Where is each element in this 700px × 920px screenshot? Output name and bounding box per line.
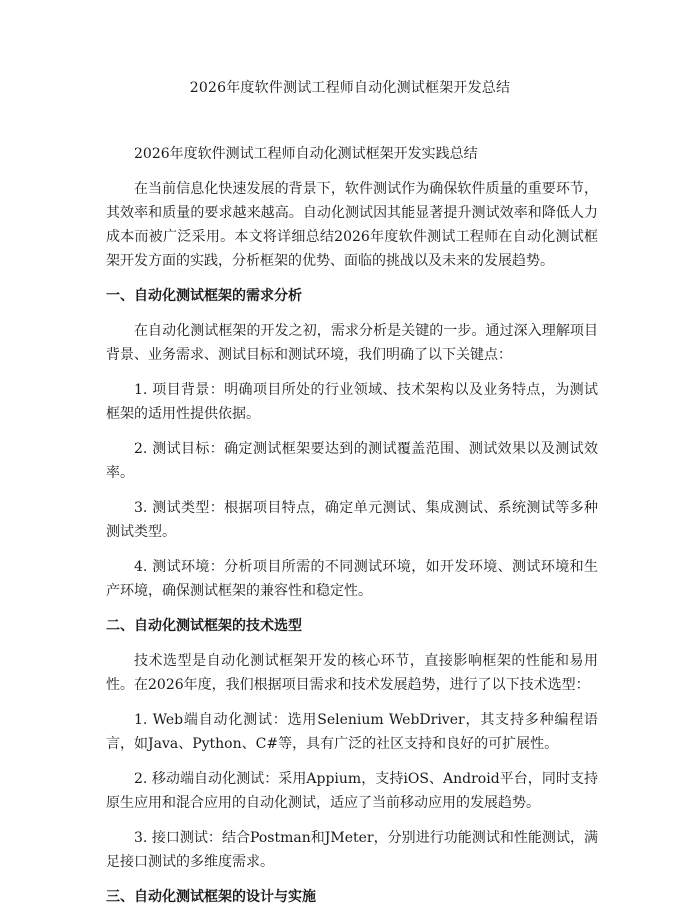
intro-paragraph: 在当前信息化快速发展的背景下，软件测试作为确保软件质量的重要环节，其效率和质量的要求越来越高。自动化测试因其能显著提升测试效率和降低人力成本而被广泛采用。本文将详细总结2026年度软件测试工程师在自动化测试框架开发方面的实践，分析框架的优势、面临的挑战以及未来的发展趋势。	[106, 181, 598, 269]
document-title: 2026年度软件测试工程师自动化测试框架开发总结	[189, 80, 511, 96]
list-item: 2. 测试目标：确定测试框架要达到的测试覆盖范围、测试效果以及测试效率。	[106, 441, 598, 481]
section-paragraph: 技术选型是自动化测试框架开发的核心环节，直接影响框架的性能和易用性。在2026年度，我们根据项目需求和技术发展趋势，进行了以下技术选型：	[106, 653, 598, 693]
section-heading-tech-selection: 二、自动化测试框架的技术选型	[106, 618, 302, 634]
list-item: 1. Web端自动化测试：选用Selenium WebDriver，其支持多种编程语言，如Java、Python、C#等，具有广泛的社区支持和良好的可扩展性。	[106, 712, 598, 752]
section-heading-requirements: 一、自动化测试框架的需求分析	[106, 288, 302, 304]
document-subtitle: 2026年度软件测试工程师自动化测试框架开发实践总结	[134, 146, 478, 162]
list-item: 1. 项目背景：明确项目所处的行业领域、技术架构以及业务特点，为测试框架的适用性提供依据。	[106, 382, 598, 422]
document-body	[106, 142, 598, 920]
list-item: 3. 测试类型：根据项目特点，确定单元测试、集成测试、系统测试等多种测试类型。	[106, 500, 598, 540]
section-heading-design: 三、自动化测试框架的设计与实施	[106, 889, 316, 905]
section-paragraph: 在自动化测试框架的开发之初，需求分析是关键的一步。通过深入理解项目背景、业务需求、测试目标和测试环境，我们明确了以下关键点：	[106, 323, 598, 363]
list-item: 4. 测试环境：分析项目所需的不同测试环境，如开发环境、测试环境和生产环境，确保测试框架的兼容性和稳定性。	[106, 559, 598, 599]
list-item: 3. 接口测试：结合Postman和JMeter，分别进行功能测试和性能测试，满足接口测试的多维度需求。	[106, 830, 598, 870]
list-item: 2. 移动端自动化测试：采用Appium，支持iOS、Android平台，同时支持原生应用和混合应用的自动化测试，适应了当前移动应用的发展趋势。	[106, 771, 598, 811]
